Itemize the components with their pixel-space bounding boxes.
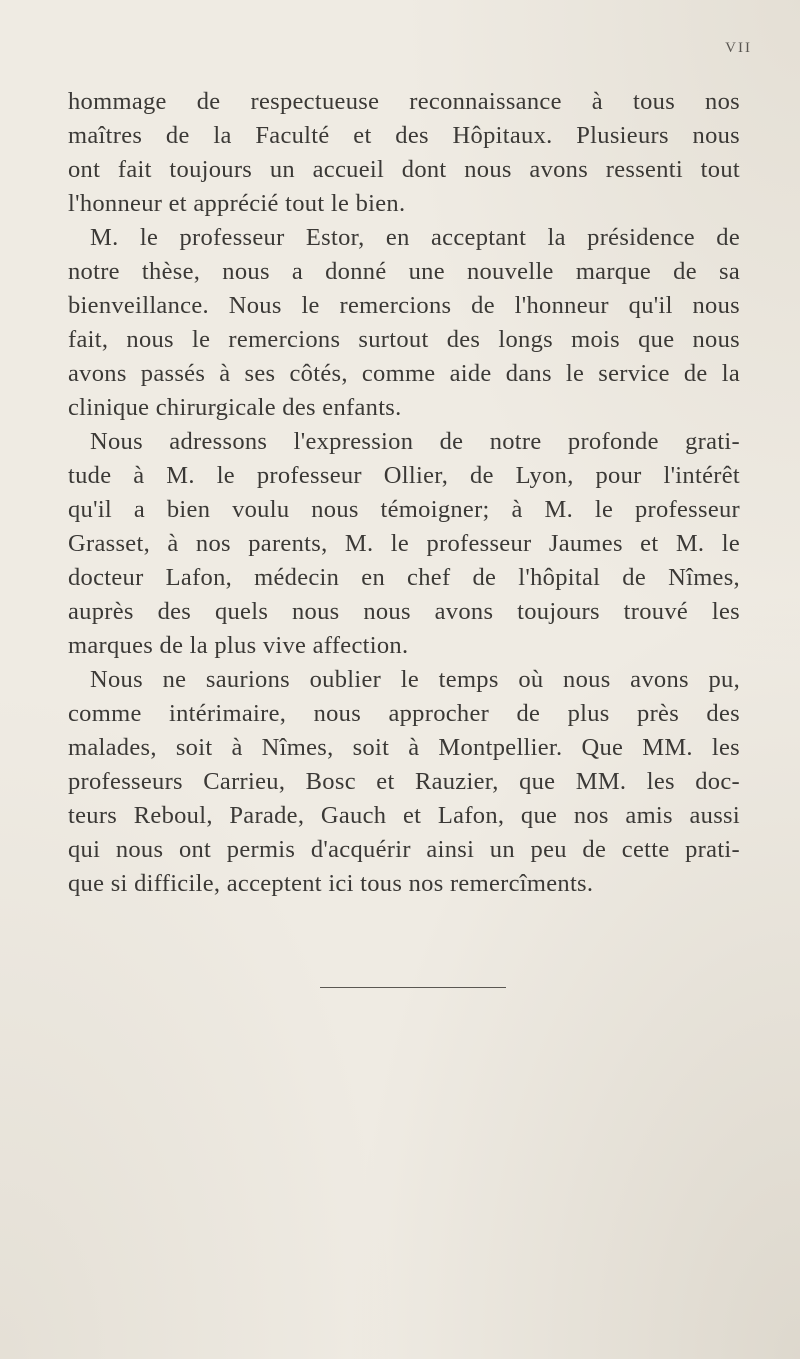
section-divider (320, 987, 506, 988)
text-line: malades, soit à Nîmes, soit à Montpellier. Que MM. les (68, 734, 740, 761)
text-line: qu'il a bien voulu nous témoigner; à M. le professeur (68, 496, 740, 523)
paragraph-1 (68, 85, 740, 221)
text-line: marques de la plus vive affection. (68, 632, 409, 659)
text-line: comme intérimaire, nous approcher de plus près des (68, 700, 740, 727)
text-line: avons passés à ses côtés, comme aide dans le service de la (68, 360, 740, 387)
text-line: maîtres de la Faculté et des Hôpitaux. Plusieurs nous (68, 122, 740, 149)
paragraph-4 (68, 663, 740, 901)
text-line: bienveillance. Nous le remercions de l'honneur qu'il nous (68, 292, 740, 319)
body-text (68, 85, 740, 901)
text-line: qui nous ont permis d'acquérir ainsi un peu de cette prati- (68, 836, 740, 863)
text-line: fait, nous le remercions surtout des longs mois que nous (68, 326, 740, 353)
text-line: teurs Reboul, Parade, Gauch et Lafon, que nos amis aussi (68, 802, 740, 829)
text-line: notre thèse, nous a donné une nouvelle marque de sa (68, 258, 740, 285)
text-line: professeurs Carrieu, Bosc et Rauzier, que MM. les doc- (68, 768, 740, 795)
text-line: auprès des quels nous nous avons toujours trouvé les (68, 598, 740, 625)
text-line: hommage de respectueuse reconnaissance à tous nos (68, 88, 740, 115)
text-line: Nous adressons l'expression de notre profonde grati- (90, 428, 740, 455)
text-line: clinique chirurgicale des enfants. (68, 394, 402, 421)
text-line: docteur Lafon, médecin en chef de l'hôpital de Nîmes, (68, 564, 740, 591)
page-number: VII (725, 40, 752, 56)
text-line: tude à M. le professeur Ollier, de Lyon, pour l'intérêt (68, 462, 740, 489)
text-line: Nous ne saurions oublier le temps où nous avons pu, (90, 666, 740, 693)
paragraph-2 (68, 221, 740, 425)
text-line: ont fait toujours un accueil dont nous avons ressenti tout (68, 156, 740, 183)
text-line: l'honneur et apprécié tout le bien. (68, 190, 406, 217)
text-line: que si difficile, acceptent ici tous nos remercîments. (68, 870, 594, 897)
paragraph-3 (68, 425, 740, 663)
text-line: M. le professeur Estor, en acceptant la présidence de (90, 224, 740, 251)
text-line: Grasset, à nos parents, M. le professeur Jaumes et M. le (68, 530, 740, 557)
